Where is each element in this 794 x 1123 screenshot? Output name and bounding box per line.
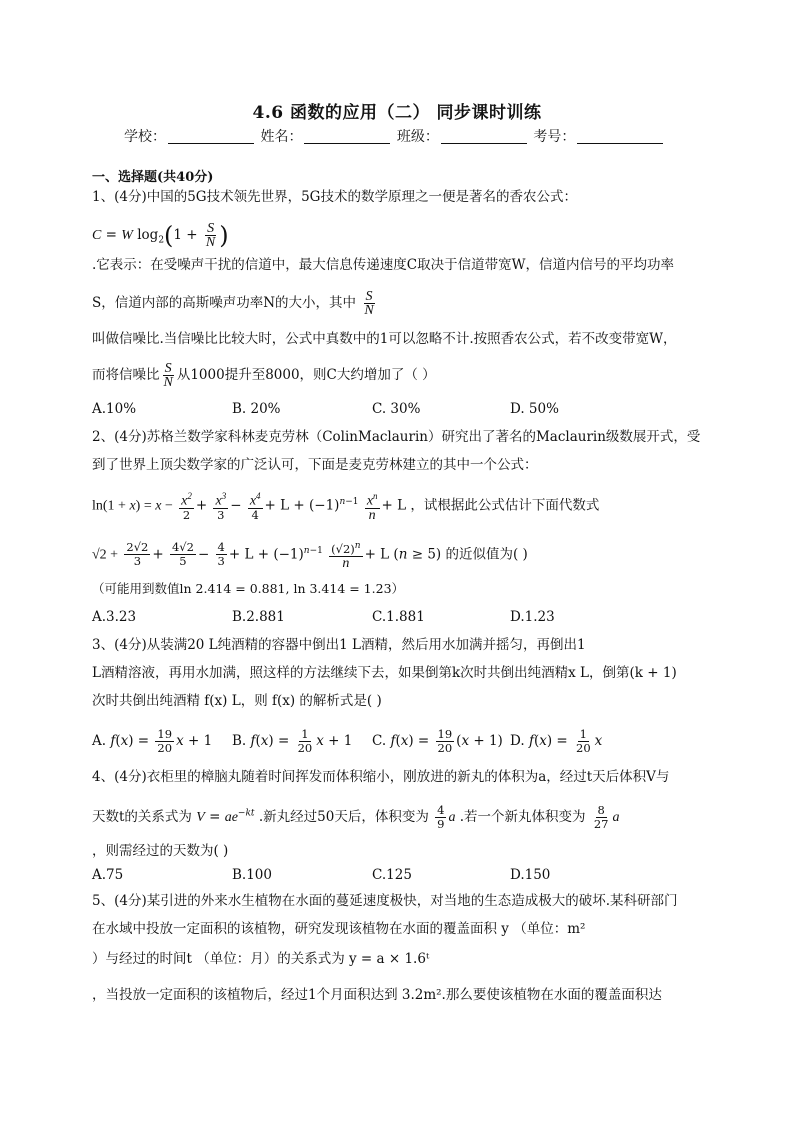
q1-option-d[interactable]: D. 50% — [510, 401, 559, 417]
q2-stem: 2、(4分)苏格兰数学家科林麦克劳林（ColinMaclaurin）研究出了著名的Maclaurin级数展开式，受 — [92, 429, 701, 445]
q1-line5-text-b: 从1000提升至8000，则C大约增加了（ ） — [176, 367, 436, 383]
q2-line2: 到了世界上顶尖数学家的广泛认可，下面是麦克劳林建立的其中一个公式： — [92, 457, 538, 473]
student-info-row — [124, 126, 665, 146]
q1-stem: 1、(4分)中国的5G技术领先世界，5G技术的数学原理之一便是著名的香农公式： — [92, 189, 577, 205]
school-label: 学校： — [124, 129, 166, 145]
class-blank[interactable] — [441, 129, 527, 144]
q1-line3: S，信道内部的高斯噪声功率N的大小，其中 $\frac{S}{N}$ — [92, 289, 374, 318]
q2-option-c[interactable]: C.1.881 — [372, 609, 425, 625]
q4-option-b[interactable]: B.100 — [232, 867, 272, 883]
q1-line3-text: S，信道内部的高斯噪声功率N的大小，其中 — [92, 295, 357, 311]
q4-option-c[interactable]: C.125 — [372, 867, 412, 883]
q3-line3: 次时共倒出纯酒精 f(x) L，则 f(x) 的解析式是( ) — [92, 693, 382, 709]
q4-option-d[interactable]: D.150 — [510, 867, 551, 883]
q2-formula-line: ln(1 + x) = x − $\frac{x^2}{2}$ + $\frac{x^3}{3}$ − $\frac{x^4}{4}$ + $L + (-1)^{n-1}$ $\frac{x^n}{n}$ + L ，试根据此公式估计下面代数式 — [92, 491, 600, 523]
q3-option-a[interactable]: A. f(x) = $\frac{19}{20}$ x + 1 — [92, 727, 213, 755]
page-title: 4.6 函数的应用（二） 同步课时训练 — [252, 103, 542, 123]
q4-line2: 天数t的关系式为 $V = ae^{-kt}$ .新丸经过50天后，体积变为 $\frac{4}{9}$ a .若一个新丸体积变为 $\frac{8}{27}$ a — [92, 803, 620, 831]
q3-option-b[interactable]: B. f(x) = $\frac{1}{20}$ x + 1 — [232, 727, 353, 755]
exam-number-blank[interactable] — [577, 129, 663, 144]
exam-number-label: 考号： — [533, 129, 576, 145]
q1-option-a[interactable]: A.10% — [92, 401, 137, 417]
q5-line3: ）与经过的时间t （单位：月）的关系式为 y = a × 1.6ᵗ — [92, 951, 430, 967]
q2-option-b[interactable]: B.2.881 — [232, 609, 285, 625]
q1-option-c[interactable]: C. 30% — [372, 401, 421, 417]
q3-option-d-letter: D. — [510, 733, 525, 749]
q3-line2: L酒精溶液，再用水加满，照这样的方法继续下去，如果倒第k次时共倒出纯酒精x L，倒第(k + 1) — [92, 665, 677, 681]
q1-formula: C = W $\log_2(1$ + $\frac{S}{N}$ ) — [92, 221, 229, 250]
q1-line4: 叫做信噪比.当信噪比比较大时，公式中真数中的1可以忽略不计.按照香农公式，若不改变带宽W， — [92, 331, 677, 347]
q4-line2-text-b: .新丸经过50天后，体积变为 — [258, 809, 429, 825]
q1-option-b[interactable]: B. 20% — [232, 401, 281, 417]
q5-line2: 在水域中投放一定面积的该植物，研究发现该植物在水面的覆盖面积 y （单位：m² — [92, 921, 586, 937]
q2-option-a[interactable]: A.3.23 — [92, 609, 137, 625]
q1-line5-text-a: 而将信噪比 — [92, 367, 160, 383]
name-label: 姓名： — [260, 129, 303, 145]
q2-line3-text: ，试根据此公式估计下面代数式 — [410, 497, 600, 514]
q3-option-d[interactable]: D. f(x) = $\frac{1}{20}$ x — [510, 727, 603, 755]
q5-stem: 5、(4分)某引进的外来水生植物在水面的蔓延速度极快，对当地的生态造成极大的破坏.某科研部门 — [92, 893, 678, 909]
q3-option-c-letter: C. — [372, 733, 387, 749]
q2-hint: （可能用到数值ln 2.414 = 0.881, ln 3.414 = 1.23） — [92, 581, 405, 596]
q4-stem: 4、(4分)衣柜里的樟脑丸随着时间挥发而体积缩小，刚放进的新丸的体积为a，经过t天后体积V与 — [92, 769, 670, 785]
q4-line2-text-c: .若一个新丸体积变为 — [459, 809, 586, 825]
q2-line4-text: 的近似值为( ) — [445, 546, 528, 563]
q3-option-b-letter: B. — [232, 733, 247, 749]
q5-line4: ，当投放一定面积的该植物后，经过1个月面积达到 3.2m².那么要使该植物在水面的覆盖面积达 — [92, 987, 662, 1003]
q1-line2: .它表示：在受噪声干扰的信道中，最大信息传递速度C取决于信道带宽W，信道内信号的平均功率 — [92, 257, 674, 273]
class-label: 班级： — [396, 129, 439, 145]
q3-option-c[interactable]: C. f(x) = $\frac{19}{20}$ (x + 1) — [372, 727, 503, 755]
q4-option-a[interactable]: A.75 — [92, 867, 124, 883]
q2-series-line: √2 + $\frac{2√2}{3}$ + $\frac{4√2}{5}$ − $\frac{4}{3}$ + $L + (-1)^{n-1}$ $\frac{(√2)^n}{n}$ + L (n ≥ 5) 的近似值为( ) — [92, 540, 528, 571]
q3-option-a-letter: A. — [92, 733, 107, 749]
q2-option-d[interactable]: D.1.23 — [510, 609, 555, 625]
q4-line3: ，则需经过的天数为( ) — [92, 843, 229, 859]
name-blank[interactable] — [304, 129, 390, 144]
section-title: 一、选择题(共40分) — [92, 170, 214, 185]
q4-line2-text-a: 天数t的关系式为 — [92, 809, 192, 825]
school-blank[interactable] — [168, 129, 254, 144]
q3-stem: 3、(4分)从装满20 L纯酒精的容器中倒出1 L酒精，然后用水加满并摇匀，再倒出1 — [92, 637, 586, 653]
q1-line5: 而将信噪比 $\frac{S}{N}$ 从1000提升至8000，则C大约增加了（ ） — [92, 361, 436, 390]
